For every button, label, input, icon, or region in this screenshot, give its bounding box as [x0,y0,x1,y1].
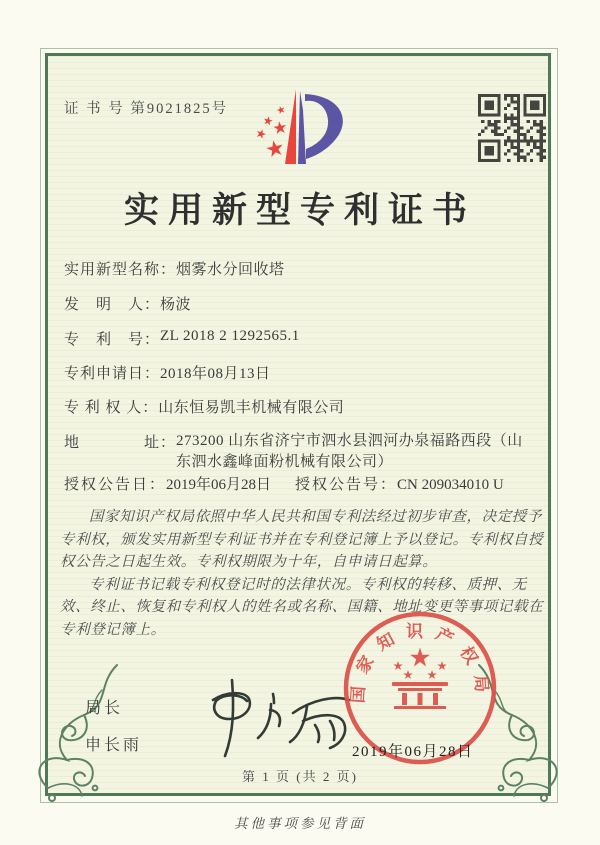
director-title: 局长 [85,700,124,717]
grant-date-label: 授权公告日： [64,477,167,493]
legal-paragraph-2: 专利证书记载专利权登记时的法律状况。专利权的转移、质押、无效、终止、恢复和专利权人的姓名或名称、国籍、地址变更等事项记载在专利登记簿上。 [60,576,544,638]
field-label: 实用新型名称： [64,262,177,278]
grant-number-label: 授权公告号： [295,477,398,493]
field-row-grant [64,473,544,494]
seal-text: 国家知识产权局 [348,622,492,704]
field-row-application-date [64,362,271,383]
field-value: 山东恒易凯丰机械有限公司 [158,400,345,416]
qr-code-icon [478,94,546,162]
director-signature [183,650,358,775]
field-value: 杨波 [160,297,192,313]
grant-date-value: 2019年06月28日 [166,477,272,493]
director-block [85,695,142,769]
legal-paragraph-1: 国家知识产权局依照中华人民共和国专利法经过初步审查，决定授予专利权，颁发实用新型专利证书并在专利登记簿上予以登记。专利权自授权公告之日起生效。专利权期限为十年，自申请日起算。 [60,509,544,570]
certificate-title: 实用新型专利证书 [123,191,476,230]
field-row-patent-number [64,328,300,349]
field-label: 专 利 权 人： [64,400,159,416]
field-value: 2018年08月13日 [160,366,271,382]
field-row-patentee [64,396,344,417]
field-row-utility-model-name [64,258,285,279]
field-value: ZL 2018 2 1292565.1 [160,328,300,344]
grant-number-group [295,473,504,494]
grant-number-value: CN 209034010 U [397,477,504,493]
field-row-inventor [64,293,191,314]
field-value: 烟雾水分回收塔 [176,262,285,278]
patent-office-logo-icon [228,70,388,188]
field-label: 地 址： [64,435,177,451]
director-name: 申长雨 [85,737,143,754]
field-label: 发 明 人： [64,297,161,313]
certificate-number: 证 书 号 第9021825号 [64,101,229,117]
page-info: 第 1 页 (共 2 页) [242,769,358,784]
field-row-address [64,431,532,473]
seal-date: 2019年06月28日 [352,744,474,760]
field-label: 专利申请日： [64,366,161,382]
field-value: 273200 山东省济宁市泗水县泗河办泉福路西段（山东泗水鑫峰面粉机械有限公司） [176,433,523,470]
back-note: 其他事项参见背面 [234,816,366,831]
field-label: 专 利 号： [64,332,161,348]
